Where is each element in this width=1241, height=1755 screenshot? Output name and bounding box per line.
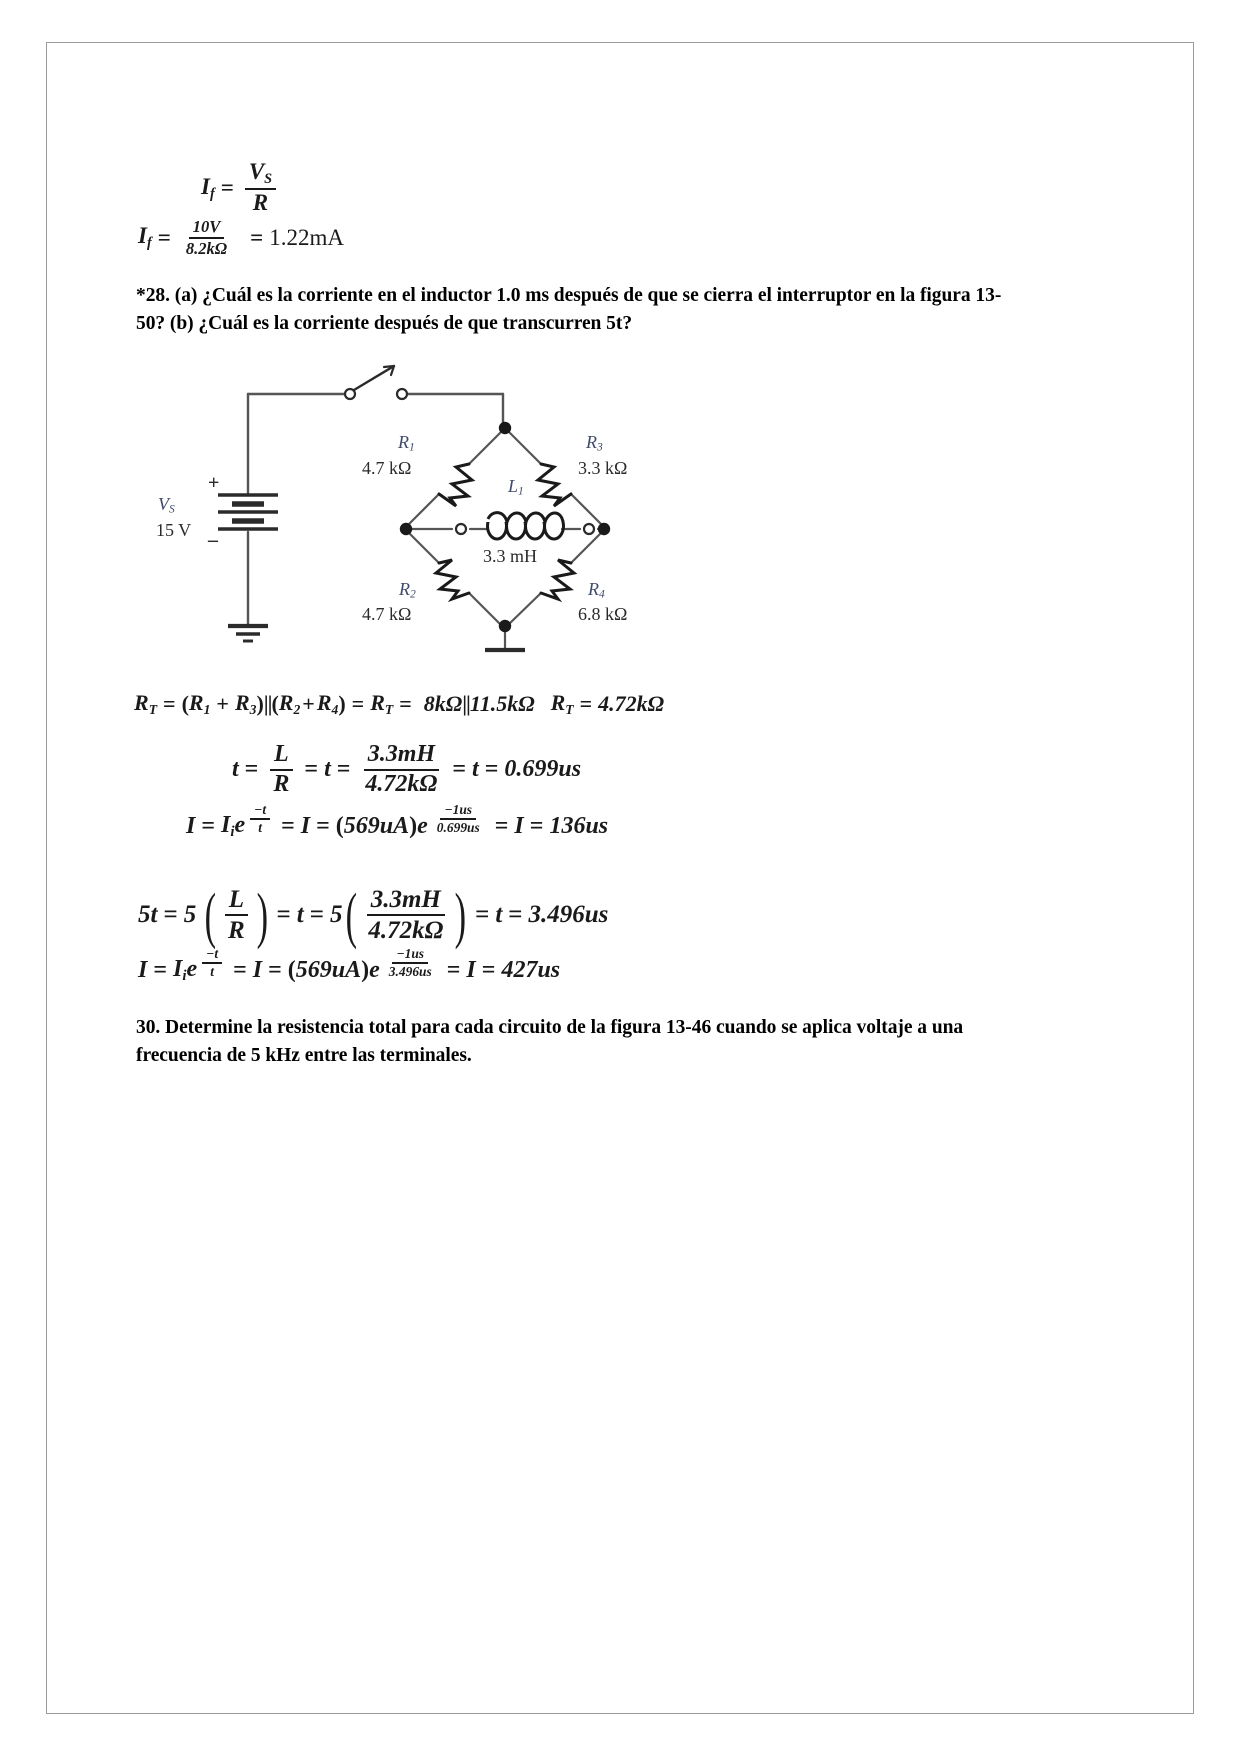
battery-plus-text: +	[208, 472, 220, 494]
ifn-den: 8.2kΩ	[185, 238, 228, 258]
rt-val-2: 11.5kΩ	[469, 690, 535, 716]
rt-paren-open-1: (	[181, 690, 189, 716]
label-r2-value	[362, 604, 411, 625]
cur1-i1: I	[186, 813, 196, 839]
rt-r3-sub: 3	[249, 701, 257, 717]
label-r3-value	[578, 458, 627, 479]
label-r4-symbol	[588, 579, 605, 601]
cur2-result: 427us	[501, 957, 561, 983]
rt-r3: R	[234, 690, 250, 715]
rt-lhs-sub: T	[148, 701, 158, 717]
rt-r4-sub: 4	[331, 701, 339, 717]
ft-fraction-2	[364, 886, 447, 944]
label-battery-plus	[208, 472, 219, 495]
wire-left-to-r2	[408, 532, 439, 563]
rt-r2: R	[278, 690, 294, 715]
ft-den-2: 4.72kΩ	[368, 917, 444, 944]
rt-r2-sub: 2	[293, 701, 301, 717]
label-vs-value	[156, 520, 191, 541]
rt-rt3-sub: T	[565, 701, 574, 717]
if-lhs: I	[201, 173, 210, 199]
ft-num-1: L	[225, 886, 248, 916]
equation-tau	[232, 742, 581, 798]
cur2-i2: I	[252, 957, 263, 983]
tau-eq-5: =	[484, 756, 499, 783]
cur1-eq-1: =	[201, 813, 216, 839]
tau-t2: t	[324, 756, 331, 783]
cur2-exp-term-2	[369, 945, 441, 987]
cur1-result: 136us	[549, 813, 609, 839]
cur2-amp: 569uA	[295, 957, 362, 983]
cur1-i2: I	[300, 813, 311, 839]
r2-symbol-sub: 2	[410, 588, 416, 601]
r4-symbol-sub: 4	[599, 588, 605, 601]
label-r3-symbol	[586, 432, 603, 454]
cur2-e2: e	[369, 957, 380, 983]
equation-rt	[134, 690, 664, 718]
cur1-exp-term-2	[417, 801, 489, 843]
cur1-i3: I	[514, 813, 524, 839]
cur1-eq-4: =	[494, 813, 509, 839]
rt-rt2: R	[370, 690, 385, 715]
r2-value-text: 4.7 kΩ	[362, 604, 412, 624]
r1-symbol-text: R	[398, 432, 409, 452]
tau-fraction-2	[361, 742, 441, 798]
r2-symbol-text: R	[399, 579, 410, 599]
resistor-r3-zigzag	[538, 464, 571, 506]
rt-rt3: R	[550, 690, 566, 715]
cur2-exp-term-1	[173, 945, 227, 987]
inductor-coil-l1	[486, 509, 564, 543]
tau-eq-1: =	[244, 756, 259, 783]
cur1-exp-term-1	[221, 801, 275, 843]
rt-plus-1: +	[216, 690, 229, 716]
if-num-sub: S	[264, 170, 273, 187]
tau-eq-4: =	[452, 756, 467, 783]
cur2-ii-sub: i	[182, 968, 187, 985]
ft-paren-open-2: (	[345, 879, 357, 950]
node-top	[499, 422, 511, 434]
rt-eq-2: =	[351, 690, 365, 716]
tau-den-2: 4.72kΩ	[365, 770, 438, 797]
label-r1-value	[362, 458, 411, 479]
rt-val-1: 8kΩ	[423, 690, 463, 716]
wire-r3-to-right-node	[571, 494, 602, 525]
label-r4-value	[578, 604, 627, 625]
cur1-exp-num-2: −1us	[440, 803, 476, 821]
node-right	[598, 523, 610, 535]
ft-five-2: 5	[330, 901, 343, 928]
wire-top-to-r3	[507, 430, 541, 464]
tau-den-1: R	[273, 770, 290, 797]
ft-eq-1: =	[163, 901, 178, 928]
rt-plus-2: +	[302, 690, 315, 716]
rt-eq-3: =	[399, 690, 412, 716]
rt-r4: R	[316, 690, 332, 715]
ft-paren-close-2: )	[454, 879, 467, 950]
ft-paren-open-1: (	[204, 879, 217, 950]
cur1-paren-open: (	[335, 813, 344, 839]
ft-num-2: 3.3mH	[367, 886, 445, 916]
cur2-exp-fraction-1	[202, 947, 222, 980]
wire-right-to-r4	[571, 532, 602, 563]
ifn-equals-2: =	[250, 224, 264, 250]
cur2-exp-den-1: t	[210, 964, 214, 980]
problem-30-line-2: frecuencia de 5 kHz entre las terminales.	[136, 1045, 472, 1066]
wire-r4-to-bottom-node	[508, 593, 541, 625]
wire-top-to-r1	[469, 430, 503, 464]
if-num: V	[248, 159, 265, 184]
l1-symbol-text: L	[508, 476, 519, 496]
ft-t2: t	[495, 901, 503, 928]
cur1-amp: 569uA	[343, 813, 410, 839]
r4-value-text: 6.8 kΩ	[578, 604, 628, 624]
tau-num-2: 3.3mH	[364, 742, 439, 771]
cur1-e1: e	[234, 811, 246, 838]
cur2-eq-4: =	[446, 957, 461, 983]
cur1-paren-close: )	[409, 813, 418, 839]
page-content	[46, 42, 1194, 1714]
ft-result: 3.496us	[528, 901, 609, 928]
cur2-eq-5: =	[481, 957, 496, 983]
tau-eq-3: =	[336, 756, 351, 783]
cur2-e1: e	[186, 955, 198, 982]
r3-symbol-sub: 3	[597, 441, 603, 454]
rt-r1-sub: 1	[203, 701, 211, 717]
cur2-exp-den-2: 3.496us	[388, 964, 432, 980]
label-vs-symbol	[158, 494, 175, 516]
tau-fraction-1	[269, 742, 293, 798]
cur2-eq-3: =	[268, 957, 282, 983]
switch-terminal-left	[345, 389, 355, 399]
tau-t1: t	[232, 756, 239, 783]
rt-eq-1: =	[163, 690, 176, 716]
ft-lhs: 5t	[138, 901, 158, 928]
cur1-exp-num-1: −t	[250, 803, 270, 821]
node-bottom	[499, 620, 511, 632]
cur1-eq-3: =	[316, 813, 330, 839]
problem-30-line-1: 30. Determine la resistencia total para cada circuito de la figura 13-46 cuando se aplica voltaje a una	[136, 1017, 964, 1038]
ifn-fraction	[182, 218, 231, 258]
cur2-paren-close: )	[361, 957, 370, 983]
rt-paren-close-1: )	[256, 690, 264, 716]
cur1-eq-5: =	[529, 813, 544, 839]
cur2-exp-num-2: −1us	[392, 947, 428, 965]
ground-symbol-left	[228, 626, 268, 641]
rt-lhs: R	[134, 690, 149, 715]
ft-eq-4: =	[475, 901, 490, 928]
label-l1-symbol	[508, 476, 524, 498]
if-lhs-sub: f	[209, 185, 215, 202]
resistor-r1-zigzag	[439, 464, 472, 506]
r4-symbol-text: R	[588, 579, 599, 599]
rt-parallel-2: ||	[462, 690, 470, 716]
label-battery-minus	[208, 522, 218, 545]
problem-30	[136, 1014, 1136, 1070]
equation-current-2	[138, 945, 561, 987]
ifn-result: 1.22mA	[269, 224, 344, 250]
r3-value-text: 3.3 kΩ	[578, 458, 628, 478]
ft-five-1: 5	[183, 901, 197, 928]
cur1-ii: I	[221, 811, 231, 838]
label-r1-symbol	[398, 432, 415, 454]
cur1-exp-den-1: t	[258, 820, 262, 836]
equation-five-tau	[138, 879, 609, 950]
label-l1-value	[483, 546, 537, 567]
switch-blade	[354, 366, 394, 390]
resistor-r2-zigzag	[436, 560, 469, 599]
rt-rt2-sub: T	[384, 701, 394, 717]
vs-symbol-sub: S	[169, 503, 175, 516]
switch-symbol	[354, 366, 394, 390]
l1-value-text: 3.3 mH	[483, 546, 537, 566]
cur1-exp-fraction-2	[433, 803, 484, 836]
l1-symbol-sub: 1	[518, 485, 524, 498]
circuit-figure-13-50	[156, 354, 676, 654]
ft-den-1: R	[228, 917, 245, 944]
problem-28-line-1: *28. (a) ¿Cuál es la corriente en el inductor 1.0 ms después de que se cierra el interruptor en la figura 13-	[136, 285, 1002, 306]
switch-terminal-right	[397, 389, 407, 399]
r1-value-text: 4.7 kΩ	[362, 458, 412, 478]
ft-eq-5: =	[508, 901, 523, 928]
inductor-terminal-left	[456, 524, 466, 534]
ft-t1: t	[296, 901, 304, 928]
cur2-ii: I	[173, 955, 183, 982]
ft-fraction-1	[224, 886, 249, 944]
cur1-exp-den-2: 0.699us	[436, 820, 480, 836]
if-equals: =	[220, 175, 234, 201]
problem-28-line-2: 50? (b) ¿Cuál es la corriente después de que transcurren 5t?	[136, 313, 633, 334]
cur2-i1: I	[138, 957, 148, 983]
rt-paren-open-2: (	[271, 690, 279, 716]
equation-current-1	[186, 801, 609, 843]
wire-r1-to-left-node	[408, 494, 439, 525]
battery-minus-text: _	[208, 522, 218, 544]
problem-28	[136, 282, 1136, 338]
vs-symbol-text: V	[158, 494, 169, 514]
resistor-r4-zigzag	[541, 560, 574, 599]
cur2-eq-1: =	[153, 957, 168, 983]
wire-r2-to-bottom-node	[469, 593, 501, 625]
cur2-exp-fraction-2	[385, 947, 436, 980]
if-den: R	[252, 190, 269, 216]
rt-r1: R	[188, 690, 204, 715]
ft-eq-3: =	[309, 901, 324, 928]
r3-symbol-text: R	[586, 432, 597, 452]
tau-num-1: L	[270, 742, 293, 771]
tau-eq-2: =	[304, 756, 319, 783]
cur2-i3: I	[466, 957, 476, 983]
ground-symbol-bridge	[485, 650, 525, 654]
cur1-eq-2: =	[281, 813, 295, 839]
ft-paren-close-1: )	[256, 879, 268, 950]
tau-t3: t	[472, 756, 479, 783]
cur2-eq-2: =	[233, 957, 247, 983]
inductor-terminal-right	[584, 524, 594, 534]
label-r2-symbol	[399, 579, 416, 601]
r1-symbol-sub: 1	[409, 441, 415, 454]
vs-value-text: 15 V	[156, 520, 192, 540]
rt-eq-4: =	[579, 690, 593, 716]
tau-result: 0.699us	[504, 756, 582, 783]
ifn-lhs: I	[138, 223, 147, 249]
cur2-exp-num-1: −t	[202, 947, 222, 965]
rt-paren-close-2: )	[338, 690, 346, 716]
ifn-equals-1: =	[157, 224, 171, 250]
node-left	[400, 523, 412, 535]
rt-parallel-1: ||	[263, 690, 272, 716]
ft-eq-2: =	[276, 901, 291, 928]
rt-val-3: 4.72kΩ	[598, 690, 665, 716]
cur1-exp-fraction-1	[250, 803, 270, 836]
cur2-paren-open: (	[287, 957, 296, 983]
equation-if-numeric	[138, 218, 344, 258]
equation-if-symbolic	[201, 160, 281, 216]
if-fraction	[245, 160, 276, 216]
battery-symbol	[218, 495, 278, 529]
cur1-e2: e	[417, 813, 428, 839]
cur1-ii-sub: i	[230, 824, 235, 841]
ifn-num: 10V	[189, 218, 225, 239]
ifn-lhs-sub: f	[146, 235, 152, 252]
